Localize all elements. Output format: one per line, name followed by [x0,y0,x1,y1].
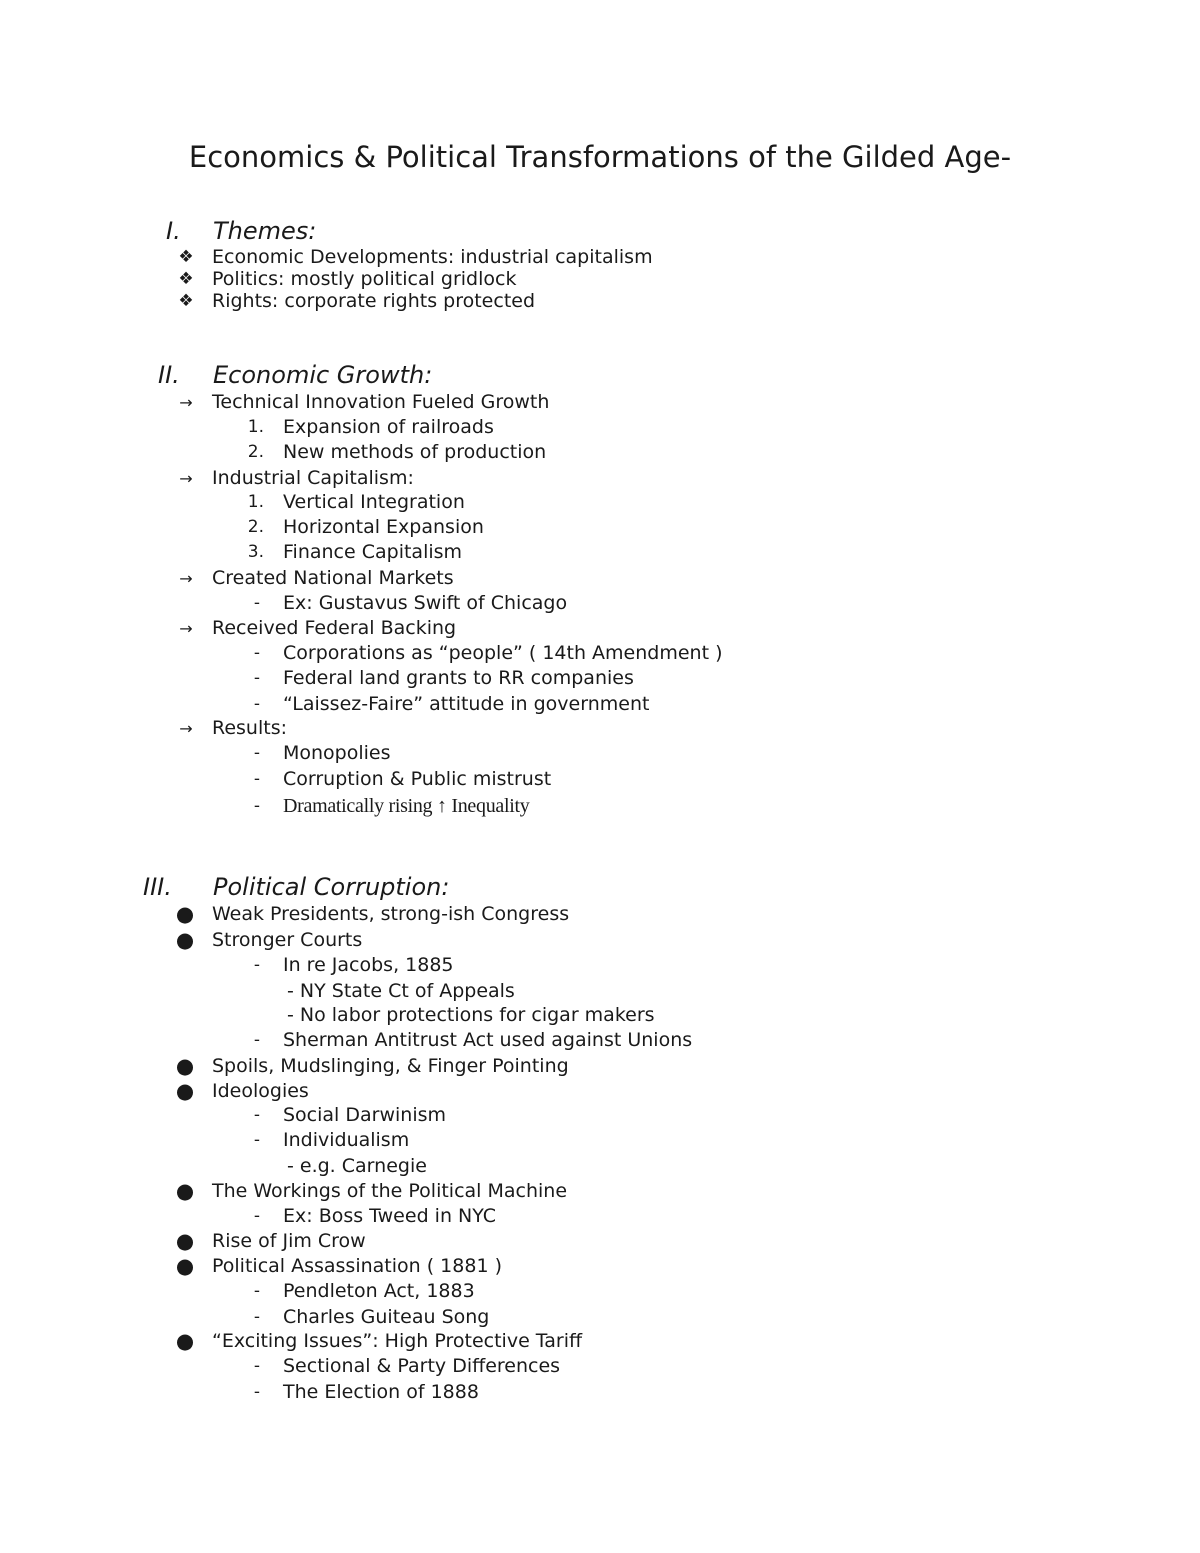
list-item: Sectional & Party Differences [283,1355,561,1377]
bullet-icon: ● [175,902,195,926]
arrow-bullet-icon: → [179,719,193,738]
list-item: The Workings of the Political Machine [212,1180,568,1202]
list-number: 3. [247,542,264,562]
list-item: Monopolies [283,742,391,764]
dash-bullet: - [253,1281,261,1301]
bullet-icon: ● [175,1079,195,1103]
arrow-bullet-icon: → [179,469,193,488]
list-item: Rights: corporate rights protected [212,290,536,312]
bullet-icon: ● [175,1054,195,1078]
dash-bullet: - [253,1307,261,1327]
dash-bullet: - [253,1105,261,1125]
list-item: Spoils, Mudslinging, & Finger Pointing [212,1055,569,1077]
section-heading: Economic Growth: [213,361,433,389]
bullet-icon: ● [175,1229,195,1253]
arrow-bullet-icon: → [179,619,193,638]
dash-bullet: - [253,643,261,663]
list-item: New methods of production [283,441,547,463]
list-item: Corporations as “people” ( 14th Amendment ) [283,642,723,664]
list-item: Political Assassination ( 1881 ) [212,1255,502,1277]
bullet-icon: ● [175,1254,195,1278]
list-item: Results: [212,717,288,739]
dash-bullet: - [253,955,261,975]
list-item: Ex: Boss Tweed in NYC [283,1205,497,1227]
dash-bullet: - [253,668,261,688]
list-item: Stronger Courts [212,929,363,951]
list-item: Ex: Gustavus Swift of Chicago [283,592,568,614]
section-numeral: III. [143,873,172,901]
dash-bullet: - [253,769,261,789]
section-heading: Themes: [213,217,317,245]
section-numeral: II. [158,361,180,389]
list-item: The Election of 1888 [283,1381,479,1403]
bullet-icon: ● [175,1329,195,1353]
list-item: Charles Guiteau Song [283,1306,490,1328]
list-number: 2. [247,517,264,537]
dash-bullet: - [253,743,261,763]
list-item: - e.g. Carnegie [287,1155,427,1177]
list-item: Individualism [283,1129,410,1151]
bullet-icon: ● [175,928,195,952]
list-item: - No labor protections for cigar makers [287,1004,655,1026]
list-item: Corruption & Public mistrust [283,768,552,790]
dash-bullet: - [253,1130,261,1150]
list-number: 1. [247,492,264,512]
list-item: Industrial Capitalism: [212,467,414,489]
dash-bullet: - [253,796,261,816]
list-item: Pendleton Act, 1883 [283,1280,475,1302]
dash-bullet: - [253,1382,261,1402]
list-item: Technical Innovation Fueled Growth [212,391,550,413]
list-item: Social Darwinism [283,1104,447,1126]
diamond-bullet-icon: ❖ [178,247,194,267]
list-number: 2. [247,442,264,462]
diamond-bullet-icon: ❖ [178,269,194,289]
list-item: Sherman Antitrust Act used against Unions [283,1029,693,1051]
list-item: Finance Capitalism [283,541,463,563]
dash-bullet: - [253,1356,261,1376]
dash-bullet: - [253,593,261,613]
list-number: 1. [247,417,264,437]
page-title: Economics & Political Transformations of the Gilded Age- [188,140,1012,174]
list-item: “Exciting Issues”: High Protective Tariff [212,1330,583,1352]
arrow-bullet-icon: → [179,393,193,412]
list-item: Created National Markets [212,567,454,589]
bullet-icon: ● [175,1179,195,1203]
diamond-bullet-icon: ❖ [178,291,194,311]
list-item: Rise of Jim Crow [212,1230,366,1252]
list-item: Expansion of railroads [283,416,494,438]
section-numeral: I. [166,217,181,245]
list-item: - NY State Ct of Appeals [287,980,515,1002]
list-item: In re Jacobs, 1885 [283,954,454,976]
list-item: Weak Presidents, strong-ish Congress [212,903,570,925]
dash-bullet: - [253,1206,261,1226]
list-item: Vertical Integration [283,491,465,513]
list-item: Received Federal Backing [212,617,457,639]
list-item: Ideologies [212,1080,309,1102]
section-heading: Political Corruption: [213,873,450,901]
list-item: Economic Developments: industrial capitalism [212,246,653,268]
list-item: “Laissez-Faire” attitude in government [283,693,650,715]
arrow-bullet-icon: → [179,569,193,588]
dash-bullet: - [253,694,261,714]
dash-bullet: - [253,1030,261,1050]
list-item: Politics: mostly political gridlock [212,268,517,290]
list-item: Dramatically rising ↑ Inequality [283,795,530,817]
list-item: Horizontal Expansion [283,516,484,538]
list-item: Federal land grants to RR companies [283,667,634,689]
